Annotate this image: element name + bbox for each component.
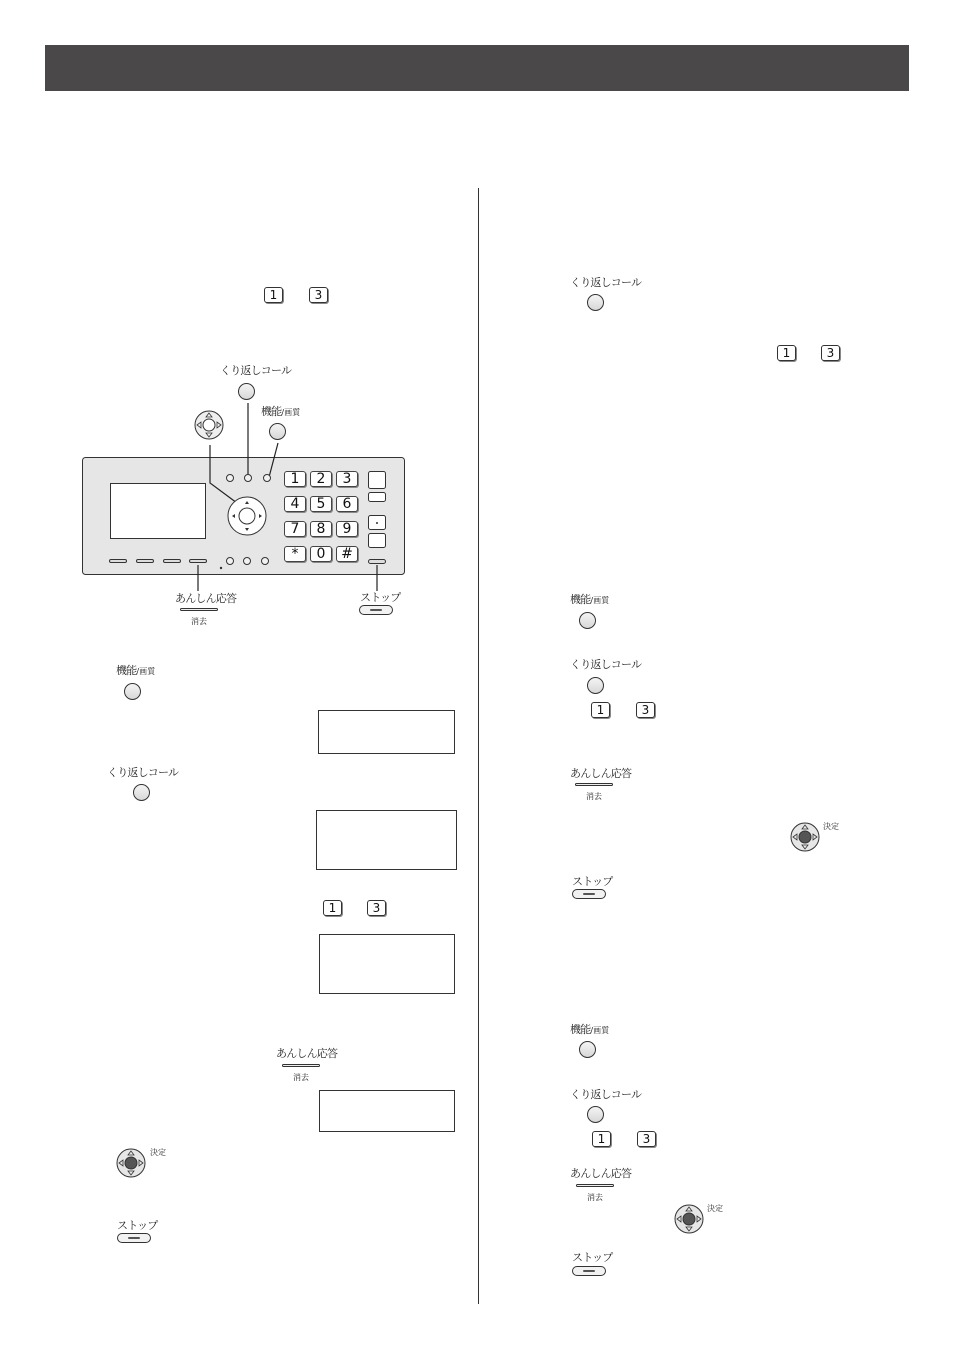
stop-label: ストップ: [572, 1251, 613, 1264]
keypad-key: 5: [310, 496, 332, 512]
answer-erase-sublabel: 消去: [586, 792, 602, 801]
enter-navigator-icon[interactable]: [790, 822, 820, 852]
stop-label: ストップ: [117, 1219, 158, 1232]
key-3: 3: [821, 345, 840, 361]
answer-label: あんしん応答: [570, 767, 632, 780]
answer-erase-button[interactable]: [576, 1184, 614, 1187]
answer-erase-sublabel: 消去: [191, 617, 207, 626]
answer-erase-sublabel: 消去: [293, 1073, 309, 1082]
fax-panel-illustration: [82, 363, 406, 631]
keypad-key: 4: [284, 496, 306, 512]
keypad-key: 7: [284, 521, 306, 537]
keypad-key: 0: [310, 546, 332, 562]
key-1: 1: [323, 900, 342, 916]
function-button[interactable]: [579, 1041, 596, 1058]
redial-button[interactable]: [587, 294, 604, 311]
answer-erase-button[interactable]: [575, 783, 613, 786]
function-label-sub: /画質: [590, 1026, 610, 1035]
lcd-display: [318, 710, 455, 754]
function-label: [570, 1024, 609, 1037]
lcd-display: [316, 810, 457, 870]
stop-label: ストップ: [360, 591, 401, 604]
answer-label: あんしん応答: [276, 1047, 338, 1060]
function-button[interactable]: [124, 683, 141, 700]
function-label-main: 機能: [261, 405, 282, 418]
key-3: 3: [309, 287, 328, 303]
key-3: 3: [637, 1131, 656, 1147]
answer-label: あんしん応答: [175, 592, 237, 605]
function-label: [261, 406, 300, 419]
function-label-main: 機能: [570, 1023, 591, 1036]
stop-button[interactable]: [359, 605, 393, 615]
redial-label: くり返しコール: [220, 364, 292, 377]
function-label: [570, 594, 609, 607]
redial-label: くり返しコール: [570, 658, 642, 671]
enter-navigator-icon[interactable]: [674, 1204, 704, 1234]
function-label: [116, 665, 155, 678]
keypad-key: 9: [336, 521, 358, 537]
redial-button[interactable]: [133, 784, 150, 801]
enter-navigator-icon[interactable]: [116, 1148, 146, 1178]
answer-label: あんしん応答: [570, 1167, 632, 1180]
keypad-key: #: [336, 546, 358, 562]
answer-erase-button[interactable]: [180, 608, 218, 611]
key-3: 3: [636, 702, 655, 718]
keypad-key: 8: [310, 521, 332, 537]
key-1: 1: [777, 345, 796, 361]
enter-label: 決定: [150, 1148, 166, 1157]
enter-label: 決定: [707, 1204, 723, 1213]
keypad-key: 2: [310, 471, 332, 487]
keypad-key: 1: [284, 471, 306, 487]
enter-label: 決定: [823, 822, 839, 831]
function-label-sub: /画質: [590, 596, 610, 605]
redial-label: くり返しコール: [570, 276, 642, 289]
key-1: 1: [264, 287, 283, 303]
key-1: 1: [591, 702, 610, 718]
keypad-key: 3: [336, 471, 358, 487]
function-label-main: 機能: [116, 664, 137, 677]
redial-button[interactable]: [238, 383, 255, 400]
function-button[interactable]: [269, 423, 286, 440]
redial-button[interactable]: [587, 677, 604, 694]
answer-erase-button[interactable]: [282, 1064, 320, 1067]
key-1: 1: [592, 1131, 611, 1147]
answer-erase-sublabel: 消去: [587, 1193, 603, 1202]
redial-label: くり返しコール: [107, 766, 179, 779]
redial-label: くり返しコール: [570, 1088, 642, 1101]
function-label-main: 機能: [570, 593, 591, 606]
redial-button[interactable]: [587, 1106, 604, 1123]
key-3: 3: [367, 900, 386, 916]
header-banner: [45, 45, 909, 91]
function-label-sub: /画質: [281, 408, 301, 417]
lcd-display: [319, 1090, 455, 1132]
keypad-key: *: [284, 546, 306, 562]
column-divider: [478, 188, 479, 1304]
function-button[interactable]: [579, 612, 596, 629]
stop-button[interactable]: [117, 1233, 151, 1243]
lcd-display: [319, 934, 455, 994]
keypad-key: 6: [336, 496, 358, 512]
function-label-sub: /画質: [136, 667, 156, 676]
navigator-icon[interactable]: [194, 410, 224, 440]
stop-label: ストップ: [572, 875, 613, 888]
stop-button[interactable]: [572, 1266, 606, 1276]
stop-button[interactable]: [572, 889, 606, 899]
